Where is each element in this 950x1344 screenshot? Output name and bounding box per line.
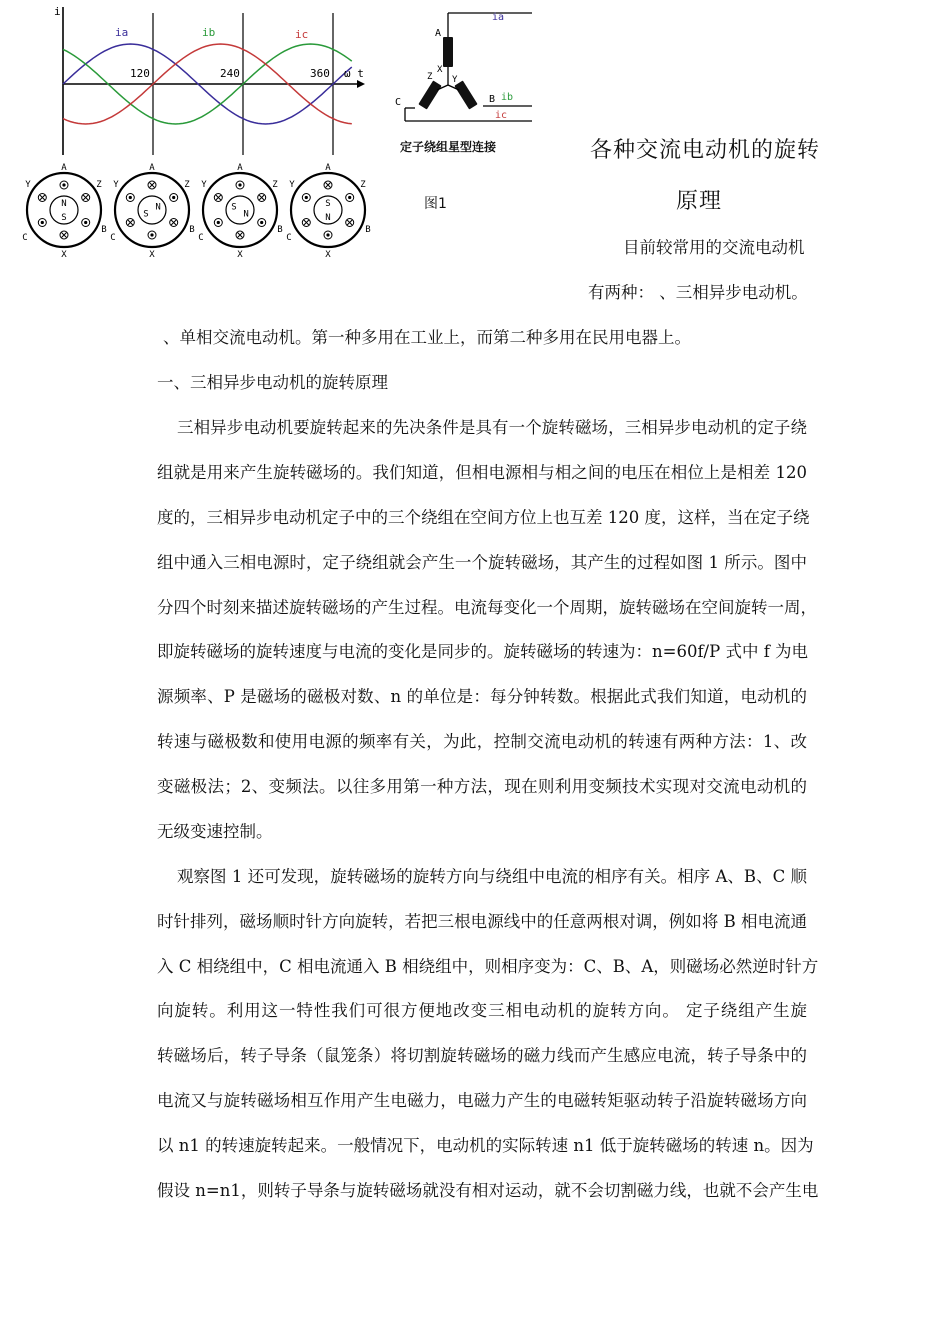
stator-field-diagrams [18,158,383,258]
para1-line-1: 三相异步电动机要旋转起来的先决条件是具有一个旋转磁场，三相异步电动机的定子绕 [177,418,807,437]
star-diagram-caption: 定子绕组星型连接 [400,140,497,154]
stator-label-c: C [286,233,292,243]
stator-label-y: Y [289,180,295,190]
stator-label-a: A [149,163,155,173]
section-heading: 一、三相异步电动机的旋转原理 [157,373,388,392]
current-dot [150,233,153,236]
current-label-ic: ic [495,110,508,121]
current-dot [260,221,263,224]
three-phase-wave-chart [40,5,370,155]
stator-label-z: Z [184,180,190,190]
current-dot [326,233,329,236]
stator-instant-4 [286,163,370,258]
stator-label-b: B [277,225,283,235]
para2-line-6: 电流又与旋转磁场相互作用产生电磁力，电磁力产生的电磁转矩驱动转子沿旋转磁场方向 [157,1091,807,1110]
stator-label-a: A [325,163,331,173]
stator-label-b: B [189,225,195,235]
rotor-circle [138,196,166,224]
stator-label-y: Y [201,180,207,190]
series-label-ic: ic [295,28,309,41]
pole-s: S [61,213,67,223]
terminal-y: Y [452,75,458,85]
x-axis-arrow [357,80,365,88]
para1-line-5: 分四个时刻来描述旋转磁场的产生过程。电流每变化一个周期，旋转磁场在空间旋转一周， [157,598,817,617]
current-dot [84,221,87,224]
terminal-z: Z [427,72,433,82]
para1-line-9: 变磁极法；2、变频法。以往多用第一种方法，现在则利用变频技术实现对交流电动机的 [157,777,807,796]
para1-line-4: 组中通入三相电源时，定子绕组就会产生一个旋转磁场，其产生的过程如图 1 所示。图中 [157,553,807,572]
para1-line-2: 组就是用来产生旋转磁场的。我们知道，但相电源相与相之间的电压在相位上是相差 120 [157,463,807,482]
page-title-line1: 各种交流电动机的旋转 [590,138,821,163]
pole-s: S [143,209,149,220]
star-connection-diagram [385,5,535,130]
para1-line-6: 即旋转磁场的旋转速度与电流的变化是同步的。旋转磁场的转速为：n=60f/P 式中 f 为电 [157,642,809,661]
stator-label-y: Y [113,180,119,190]
x-axis-label: ω t [344,67,364,80]
current-dot [129,196,132,199]
intro-line-1: 目前较常用的交流电动机 [623,238,805,257]
intro-line-2: 有两种： 、三相异步电动机。 [588,283,808,302]
stator-label-c: C [198,233,204,243]
stator-label-x: X [61,250,67,258]
current-label-ib: ib [501,92,514,103]
para1-line-3: 度的，三相异步电动机定子中的三个绕组在空间方位上也互差 120 度，这样，当在定子绕 [157,508,810,527]
stator-instant-2 [110,163,194,258]
tick-label-240: 240 [220,67,240,80]
rotor-circle [226,196,254,224]
current-dot [62,183,65,186]
stator-label-c: C [110,233,116,243]
current-dot [172,196,175,199]
winding-a [443,37,453,67]
para2-line-7: 以 n1 的转速旋转起来。一般情况下，电动机的实际转速 n1 低于旋转磁场的转速 n。因为 [157,1136,814,1155]
winding-b [454,80,477,109]
terminal-a: A [435,28,442,39]
para1-line-8: 转速与磁极数和使用电源的频率有关，为此，控制交流电动机的转速有两种方法：1、改 [157,732,807,751]
stator-label-z: Z [96,180,102,190]
series-label-ia: ia [115,26,129,39]
current-dot [238,183,241,186]
pole-s: S [231,202,237,213]
stator-label-x: X [237,250,243,258]
current-label-ia: ia [492,12,505,23]
stator-label-c: C [22,233,28,243]
para1-line-10: 无级变速控制。 [157,822,273,841]
stator-instant-3 [198,163,282,258]
current-dot [348,196,351,199]
current-dot [41,221,44,224]
stator-label-y: Y [25,180,31,190]
terminal-b: B [489,94,496,105]
stator-label-a: A [61,163,67,173]
intro-line-3: 、单相交流电动机。第一种多用在工业上，而第二种多用在民用电器上。 [163,328,691,347]
current-dot [217,221,220,224]
series-label-ib: ib [202,26,216,39]
stator-label-b: B [365,225,371,235]
tick-label-120: 120 [130,67,150,80]
figure-caption: 图1 [424,196,447,212]
para2-line-5: 转磁场后，转子导条（鼠笼条）将切割旋转磁场的磁力线而产生感应电流，转子导条中的 [157,1046,807,1065]
stator-label-x: X [325,250,331,258]
winding-c [418,80,441,109]
stator-label-b: B [101,225,107,235]
terminal-c: C [395,97,402,108]
pole-s: S [325,199,331,209]
para1-line-7: 源频率、P 是磁场的磁极对数、n 的单位是：每分钟转数。根据此式我们知道，电动机的 [157,687,807,706]
pole-n: N [325,213,331,223]
para2-line-4: 向旋转。利用这一特性我们可很方便地改变三相电动机的旋转方向。 定子绕组产生旋 [157,1001,807,1020]
current-dot [305,196,308,199]
para2-line-2: 时针排列，磁场顺时针方向旋转，若把三根电源线中的任意两根对调，例如将 B 相电流通 [157,912,807,931]
stator-label-z: Z [360,180,366,190]
pole-n: N [243,209,249,220]
tick-label-360: 360 [310,67,330,80]
pole-n: N [155,202,161,213]
y-axis-label: i [54,5,61,18]
para2-line-1: 观察图 1 还可发现，旋转磁场的旋转方向与绕组中电流的相序有关。相序 A、B、C 顺 [177,867,807,886]
stator-label-x: X [149,250,155,258]
terminal-x: X [437,65,443,75]
stator-instant-1 [22,163,106,258]
stator-label-z: Z [272,180,278,190]
pole-n: N [61,199,67,209]
para2-line-8: 假设 n=n1，则转子导条与旋转磁场就没有相对运动，就不会切割磁力线，也就不会产生电 [157,1181,819,1200]
stator-label-a: A [237,163,243,173]
para2-line-3: 入 C 相绕组中，C 相电流通入 B 相绕组中，则相序变为：C、B、A，则磁场必然逆时针方 [157,957,819,976]
page-title-line2: 原理 [676,189,723,214]
